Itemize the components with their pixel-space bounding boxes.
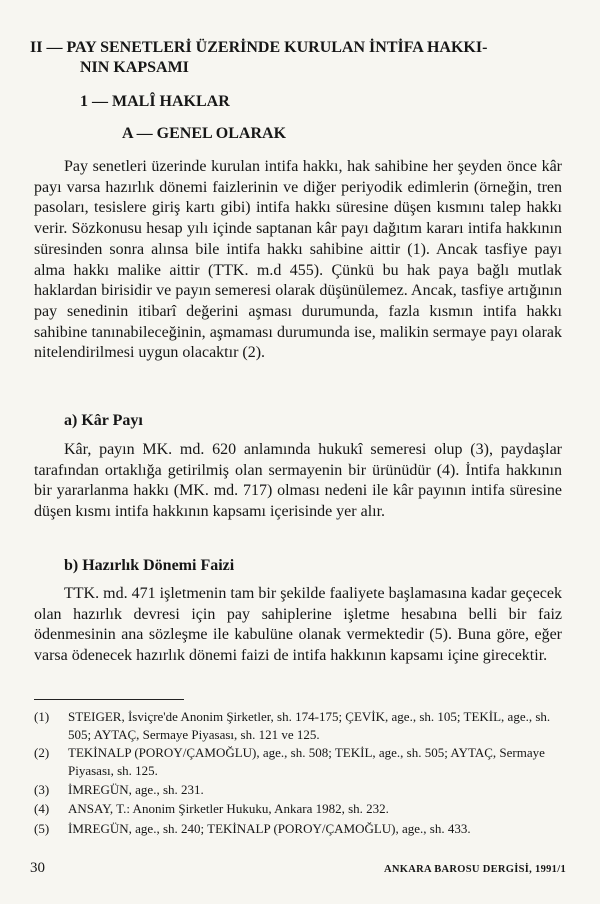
section-heading (30, 38, 570, 78)
section-heading-line1: II — PAY SENETLERİ ÜZERİNDE KURULAN İNTİFA HAKKI- (30, 39, 488, 56)
footnote-number: (4) (34, 801, 50, 816)
paragraph-kar-payi: Kâr, payın MK. md. 620 anlamında hukukî semeresi olup (3), paydaşlar tarafından ortaklığa getirilmiş olan sermayenin bir ürünüdür (4). İntifa hakkının bir yararlanma hakkı (MK. md. 717) olması nedeni ile kâr payının intifa süresine düşen kısmı intifa hakkının kapsamı içerisinde yer alır. (34, 441, 562, 521)
footnote-text: İMREGÜN, age., sh. 240; TEKİNALP (POROY/ÇAMOĞLU), age., sh. 433. (68, 821, 471, 836)
footnote-text: ANSAY, T.: Anonim Şirketler Hukuku, Ankara 1982, sh. 232. (68, 801, 389, 816)
subheading-hazirlik-donemi-faizi: b) Hazırlık Dönemi Faizi (64, 557, 235, 574)
footnote-number: (2) (34, 745, 50, 760)
subheading-genel-olarak: A — GENEL OLARAK (122, 125, 287, 142)
footnote-text: İMREGÜN, age., sh. 231. (68, 782, 204, 797)
footnote-number: (5) (34, 821, 50, 836)
footnote-number: (3) (34, 782, 50, 797)
page-number: 30 (30, 860, 45, 876)
footnote (34, 800, 564, 818)
footnote (34, 708, 564, 743)
journal-name: ANKARA BAROSU DERGİSİ, 1991/1 (384, 864, 566, 875)
footnote-number: (1) (34, 709, 50, 724)
footnote-divider (34, 699, 184, 700)
subheading-mali-haklar: 1 — MALÎ HAKLAR (80, 93, 230, 110)
paragraph-hazirlik-donemi: TTK. md. 471 işletmenin tam bir şekilde faaliyete başlamasına kadar geçecek olan hazırlık devresi için pay sahiplerine işletme hesabına belli bir faiz ödenmesinin ana sözleşme ile kabulüne olanak vermektedir (5). Buna göre, eğer varsa ödenecek hazırlık dönemi faizi de intifa hakkının kapsamı içine girecektir. (34, 585, 562, 665)
section-heading-line2: NIN KAPSAMI (80, 59, 189, 76)
paragraph-genel: Pay senetleri üzerinde kurulan intifa hakkı, hak sahibine her şeyden önce kâr payı varsa hazırlık dönemi faizlerinin ve diğer periyodik edimlerin (örneğin, tren pasoları, tesislere giriş kartı gibi) intifa hakkı süresine düşen kısmını talep hakkı verir. Sözkonusu hesap yılı içinde saptanan kâr payı dağıtım kararı intifa hakkının süresinden sonra alınsa bile intifa hakkı sahibine aittir (1). Ancak tasfiye payı alma hakkı malike aittir (TTK. m.d 455). Çünkü bu hak paya bağlı mutlak haklardan birisidir ve payın semeresi olarak düşünülemez. Ancak, tasfiye artığının pay senedinin itibarî değerini aşması durumunda, fazla kısmın intifa hakkı sahibine tanınabileceğinin, aşmaması durumunda ise, malikin sermaye payı olarak nitelendirilmesi uygun olacaktır (2). (34, 158, 562, 362)
footnote-text: STEIGER, İsviçre'de Anonim Şirketler, sh. 174-175; ÇEVİK, age., sh. 105; TEKİL, age., sh. 505; AYTAÇ, Sermaye Piyasası, sh. 121 ve 125. (68, 709, 551, 742)
footnote (34, 781, 564, 799)
footnote-text: TEKİNALP (POROY/ÇAMOĞLU), age., sh. 508; TEKİL, age., sh. 505; AYTAÇ, Sermaye Piyasası, sh. 125. (68, 745, 545, 778)
footnote (34, 744, 564, 779)
subheading-kar-payi: a) Kâr Payı (64, 412, 143, 429)
footnote (34, 820, 564, 838)
